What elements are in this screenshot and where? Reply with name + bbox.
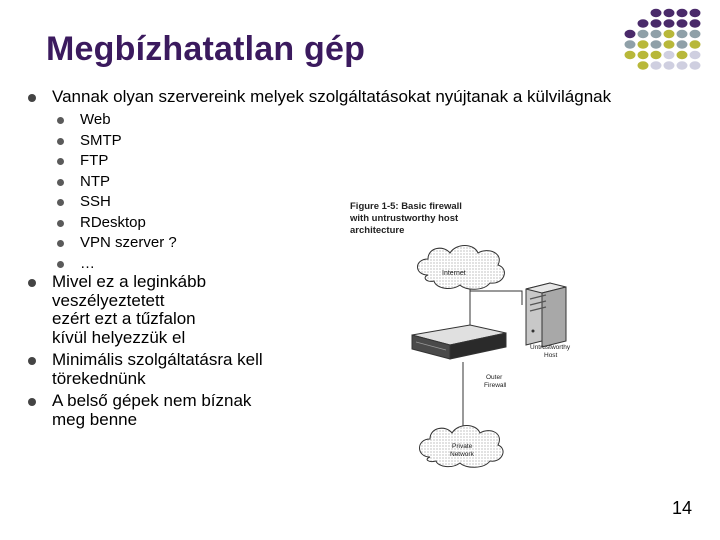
sub-bullet-marker <box>57 158 64 165</box>
private-label-line2: Network <box>450 451 474 458</box>
service-item: VPN szerver ? <box>80 234 177 251</box>
decorative-dot <box>651 61 662 69</box>
bullet-internal-distrust-line2: meg benne <box>52 410 138 429</box>
sub-bullet-marker <box>57 240 64 247</box>
sub-bullet-marker <box>57 199 64 206</box>
decorative-dot <box>677 9 688 17</box>
caption-line: with untrustworthy host <box>350 213 459 224</box>
host-label-line2: Host <box>544 352 558 359</box>
decorative-dot <box>664 51 675 59</box>
decorative-dot <box>638 30 649 38</box>
bullet-minimal-services-line1: Minimális szolgáltatásra kell <box>52 350 263 369</box>
decorative-dot <box>651 30 662 38</box>
firewall-device-icon <box>412 325 506 359</box>
bullet-minimal-services-line2: törekednünk <box>52 369 146 388</box>
decorative-dot <box>677 40 688 48</box>
bullet-outside-firewall-line1: Mivel ez a leginkább <box>52 272 207 291</box>
firewall-label-line2: Firewall <box>484 382 507 389</box>
host-label-line1: Untrustworthy <box>530 344 571 351</box>
decorative-dot <box>690 30 701 38</box>
decorative-dot <box>625 51 636 59</box>
decorative-dot <box>677 30 688 38</box>
decorative-dot <box>651 9 662 17</box>
decorative-dot <box>690 19 701 27</box>
server-tower-icon <box>526 283 566 347</box>
decorative-dot <box>625 40 636 48</box>
decorative-dot <box>625 30 636 38</box>
caption-line: architecture <box>350 225 405 236</box>
internet-label: Internet <box>442 270 466 277</box>
decorative-dot <box>664 61 675 69</box>
decorative-dot <box>638 51 649 59</box>
decorative-dot <box>664 40 675 48</box>
service-item: FTP <box>80 152 109 169</box>
private-label-line1: Private <box>452 443 473 450</box>
service-item: SSH <box>80 193 111 210</box>
service-item: RDesktop <box>80 213 146 231</box>
decorative-dot <box>651 40 662 48</box>
decorative-dot <box>638 61 649 69</box>
decorative-dot <box>690 9 701 17</box>
decorative-dot <box>690 61 701 69</box>
bullet-internal-distrust-line1: A belső gépek nem bíznak <box>52 391 252 410</box>
sub-bullet-marker <box>57 220 64 227</box>
decorative-dot <box>664 30 675 38</box>
bullet-outside-firewall-line4: kívül helyezzük el <box>52 328 186 347</box>
bullet-services-intro: Vannak olyan szervereink melyek szolgáltatásokat nyújtanak a külvilágnak <box>52 87 612 106</box>
service-item: SMTP <box>80 131 122 149</box>
decorative-dot <box>690 51 701 59</box>
decorative-dot <box>677 61 688 69</box>
bullet-marker <box>28 398 36 406</box>
sub-bullet-marker <box>57 117 64 124</box>
decorative-dot <box>690 40 701 48</box>
decorative-dot <box>651 19 662 27</box>
firewall-label-line1: Outer <box>486 374 503 381</box>
decorative-dot <box>677 51 688 59</box>
caption-line: Figure 1-5: Basic firewall <box>350 201 462 212</box>
slide-title: Megbízhatatlan gép <box>46 30 366 68</box>
decorative-dot <box>664 9 675 17</box>
service-item: Web <box>80 111 111 128</box>
decorative-dot <box>677 19 688 27</box>
service-item: NTP <box>80 172 110 190</box>
figure-caption <box>350 201 462 237</box>
sub-bullet-marker <box>57 261 64 268</box>
sub-bullet-marker <box>57 138 64 145</box>
page-number: 14 <box>672 498 693 518</box>
bullet-outside-firewall-line2: veszélyeztetett <box>52 291 165 310</box>
decorative-dot <box>638 19 649 27</box>
link-internet-host-branch <box>470 291 522 305</box>
bullet-outside-firewall-line3: ezért ezt a tűzfalon <box>52 309 196 328</box>
bullet-marker <box>28 279 36 287</box>
sub-bullet-marker <box>57 179 64 186</box>
bullet-marker <box>28 94 36 102</box>
decorative-dot <box>651 51 662 59</box>
internet-cloud-icon <box>418 246 505 290</box>
firewall-network-diagram <box>400 235 590 470</box>
decorative-dot <box>638 40 649 48</box>
decorative-dot <box>664 19 675 27</box>
service-item: … <box>80 254 95 272</box>
bullet-marker <box>28 357 36 365</box>
